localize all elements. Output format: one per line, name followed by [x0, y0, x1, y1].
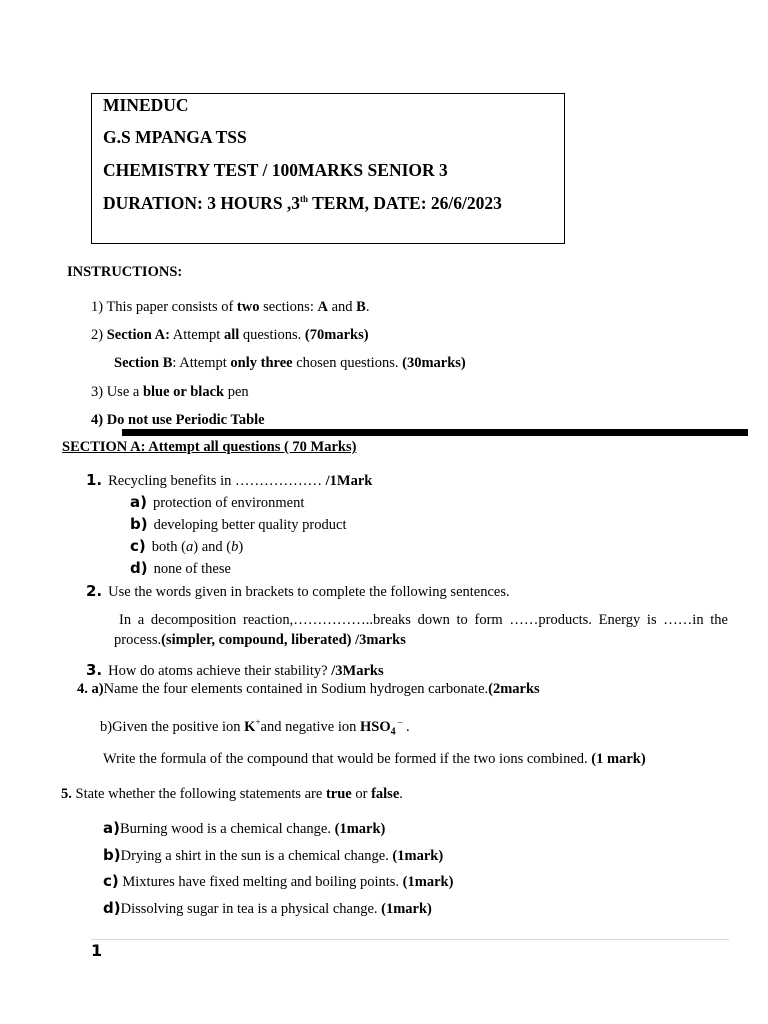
question-3: 3. How do atoms achieve their stability? /3Marks [86, 661, 384, 679]
q1-option-c: c) both (a) and (b) [130, 537, 244, 555]
header-ministry: MINEDUC [103, 95, 189, 115]
footer-divider [91, 939, 729, 940]
instructions-title: INSTRUCTIONS: [67, 264, 183, 280]
q1-option-b: b) developing better quality product [130, 515, 347, 533]
question-2: 2. Use the words given in brackets to complete the following sentences. [86, 582, 510, 600]
question-4b: b)Given the positive ion K+and negative ion $HSO_4$ – . [100, 717, 410, 738]
q5-item-d: d)Dissolving sugar in tea is a physical change. (1mark) [103, 899, 432, 917]
q1-option-d: d) none of these [130, 559, 231, 577]
q2-sentence: In a decomposition reaction,……………..breaks down to form ……products. Energy is ……in the process.(simpler, compound, liberated) /3marks [114, 612, 728, 648]
instruction-1: 1) This paper consists of two sections: A and B. [91, 299, 370, 315]
header-duration: DURATION: 3 HOURS ,3th TERM, DATE: 26/6/2023 [103, 193, 502, 213]
q5-item-b: b)Drying a shirt in the sun is a chemical change. (1mark) [103, 846, 444, 864]
q5-item-c: c) Mixtures have fixed melting and boiling points. (1mark) [103, 872, 454, 890]
section-divider [122, 429, 748, 436]
instruction-2: 2) Section A: Attempt all questions. (70marks) [91, 327, 369, 343]
q1-option-a: a) protection of environment [130, 493, 305, 511]
header-test-title: CHEMISTRY TEST / 100MARKS SENIOR 3 [103, 160, 448, 180]
question-4c: Write the formula of the compound that would be formed if the two ions combined. (1 mark) [103, 751, 646, 767]
instruction-3: 3) Use a blue or black pen [91, 384, 249, 400]
instruction-2b: Section B: Attempt only three chosen questions. (30marks) [114, 355, 466, 371]
header-school: G.S MPANGA TSS [103, 127, 247, 147]
question-4a: 4. a)Name the four elements contained in Sodium hydrogen carbonate.(2marks [77, 681, 540, 697]
instruction-4: 4) Do not use Periodic Table [91, 412, 265, 428]
section-a-title: SECTION A: Attempt all questions ( 70 Marks) [62, 439, 357, 455]
question-5: 5. State whether the following statements are true or false. [61, 786, 403, 802]
question-1: 1. Recycling benefits in ……………… /1Mark [86, 471, 373, 489]
q5-item-a: a)Burning wood is a chemical change. (1mark) [103, 819, 386, 837]
page-number: 1 [91, 941, 103, 960]
